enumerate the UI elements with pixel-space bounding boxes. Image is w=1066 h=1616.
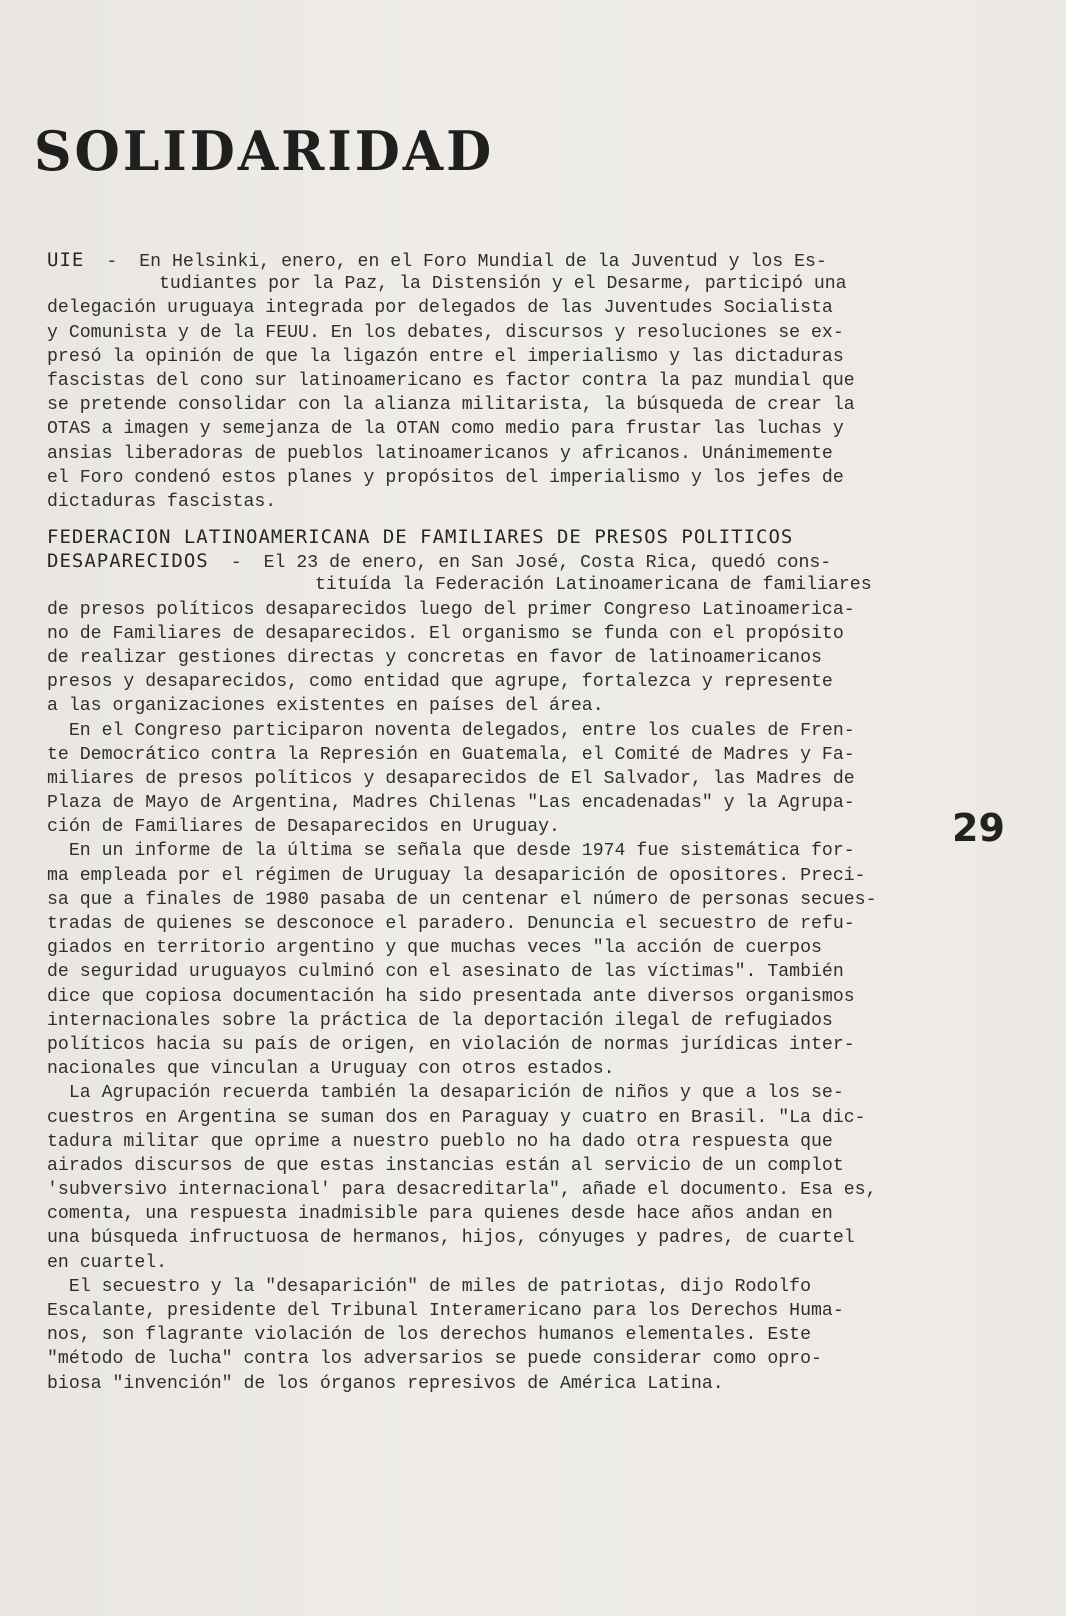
text-line: nacionales que vinculan a Uruguay con otros estados. <box>47 1059 615 1080</box>
text-line: En un informe de la última se señala que desde 1974 fue sistemática for- <box>47 841 855 862</box>
text-line: ción de Familiares de Desaparecidos en Uruguay. <box>47 817 560 838</box>
text-line: de presos políticos desaparecidos luego del primer Congreso Latinoamerica- <box>47 599 855 620</box>
federacion-paragraphs <box>47 573 977 1395</box>
text-line: "método de lucha" contra los adversarios se puede considerar como opro- <box>47 1349 822 1370</box>
text-line: te Democrático contra la Represión en Guatemala, el Comité de Madres y Fa- <box>47 744 855 765</box>
text-line: delegación uruguaya integrada por delegados de las Juventudes Socialista <box>47 298 833 319</box>
federacion-dash: - <box>230 553 242 574</box>
text-line: dice que copiosa documentación ha sido presentada ante diversos organismos <box>47 986 855 1007</box>
text-line: presó la opinión de que la ligazón entre el imperialismo y las dictaduras <box>47 346 844 367</box>
text-line: comenta, una respuesta inadmisible para quienes desde hace años andan en <box>47 1204 833 1225</box>
text-line: una búsqueda infructuosa de hermanos, hijos, cónyuges y padres, de cuartel <box>47 1228 855 1249</box>
text-line: el Foro condenó estos planes y propósitos del imperialismo y los jefes de <box>47 467 844 488</box>
text-line: ansias liberadoras de pueblos latinoamericanos y africanos. Unánimemente <box>47 443 833 464</box>
text-line: fascistas del cono sur latinoamericano es factor contra la paz mundial que <box>47 370 855 391</box>
text-line: Escalante, presidente del Tribunal Interamericano para los Derechos Huma- <box>47 1301 844 1321</box>
text-line: cuestros en Argentina se suman dos en Paraguay y cuatro en Brasil. "La dic- <box>47 1107 866 1128</box>
text-line: presos y desaparecidos, como entidad que agrupe, fortalezca y represente <box>47 672 833 693</box>
text-line: tituída la Federación Latinoamericana de familiares <box>315 575 872 596</box>
text-line: nos, son flagrante violación de los derechos humanos elementales. Este <box>47 1325 811 1346</box>
text-line: políticos hacia su país de origen, en violación de normas jurídicas inter- <box>47 1034 855 1055</box>
text-line: se pretende consolidar con la alianza militarista, la búsqueda de crear la <box>47 395 855 416</box>
text-line: tradas de quienes se desconoce el paradero. Denuncia el secuestro de refu- <box>47 914 855 934</box>
federacion-first-line <box>47 549 977 573</box>
text-line: internacionales sobre la práctica de la deportación ilegal de refugiados <box>47 1010 833 1031</box>
text-line: OTAS a imagen y semejanza de la OTAN como medio para frustar las luchas y <box>47 419 844 440</box>
text-line: de realizar gestiones directas y concretas en favor de latinoamericanos <box>47 647 822 668</box>
uie-text-first: En Helsinki, enero, en el Foro Mundial de la Juventud y los Es- <box>139 252 827 272</box>
text-line: sa que a finales de 1980 pasaba de un centenar el número de personas secues- <box>47 889 877 910</box>
text-line: airados discursos de que estas instancias están al servicio de un complot <box>47 1155 844 1176</box>
uie-first-line <box>47 248 977 272</box>
page-number: 29 <box>952 806 1005 850</box>
text-line: 'subversivo internacional' para desacreditarla", añade el documento. Esa es, <box>47 1180 877 1201</box>
federacion-section <box>47 525 977 1396</box>
text-line: a las organizaciones existentes en países del área. <box>47 696 604 717</box>
text-line: ma empleada por el régimen de Uruguay la desaparición de opositores. Preci- <box>47 865 866 886</box>
text-line: Plaza de Mayo de Argentina, Madres Chilenas "Las encadenadas" y la Agrupa- <box>47 793 855 814</box>
text-line: dictaduras fascistas. <box>47 491 277 512</box>
uie-dash: - <box>106 252 118 272</box>
page-title: SOLIDARIDAD <box>34 119 495 184</box>
text-line: biosa "invención" de los órganos represivos de América Latina. <box>47 1373 724 1394</box>
uie-label: UIE <box>47 249 85 271</box>
text-line: tadura militar que oprime a nuestro pueblo no ha dado otra respuesta que <box>47 1131 833 1152</box>
text-line: El secuestro y la "desaparición" de miles de patriotas, dijo Rodolfo <box>47 1276 811 1297</box>
text-line: miliares de presos políticos y desaparecidos de El Salvador, las Madres de <box>47 768 855 789</box>
text-line: En el Congreso participaron noventa delegados, entre los cuales de Fren- <box>47 720 855 741</box>
uie-section <box>47 248 977 514</box>
text-line: en cuartel. <box>47 1252 168 1273</box>
text-line: tudiantes por la Paz, la Distensión y el Desarme, participó una <box>159 274 847 295</box>
federacion-text-first: El 23 de enero, en San José, Costa Rica, quedó cons- <box>263 553 832 574</box>
text-line: de seguridad uruguayos culminó con el asesinato de las víctimas". También <box>47 962 844 983</box>
text-line: La Agrupación recuerda también la desaparición de niños y que a los se- <box>47 1083 844 1104</box>
text-line: y Comunista y de la FEUU. En los debates, discursos y resoluciones se ex- <box>47 322 844 343</box>
text-line: giados en territorio argentino y que muchas veces "la acción de cuerpos <box>47 938 822 959</box>
uie-paragraph <box>47 272 977 514</box>
federacion-heading-line1: FEDERACION LATINOAMERICANA DE FAMILIARES DE PRESOS POLITICOS <box>47 526 794 548</box>
federacion-heading-line2: DESAPARECIDOS <box>47 550 209 573</box>
text-line: no de Familiares de desaparecidos. El organismo se funda con el propósito <box>47 623 844 644</box>
